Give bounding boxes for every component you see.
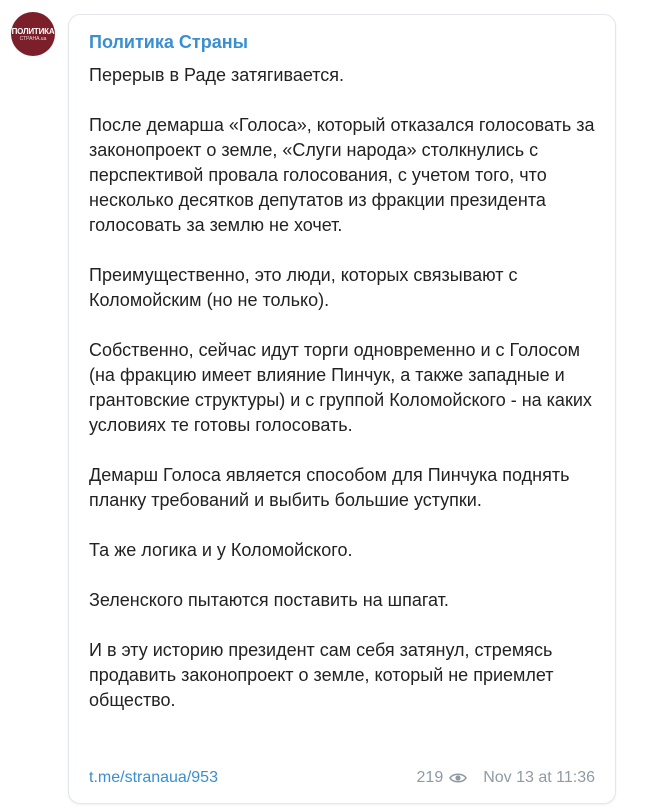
message-paragraph: Собственно, сейчас идут торги одновременно и с Голосом (на фракцию имеет влияние Пинчук, а также западные и грантовские структуры) и с группой Коломойского - на каких условиях те готовы голосовать. bbox=[89, 340, 592, 435]
channel-name[interactable]: Политика Страны bbox=[89, 32, 248, 52]
message-text bbox=[89, 63, 595, 713]
message-paragraph: Зеленского пытаются поставить на шпагат. bbox=[89, 590, 449, 610]
channel-avatar[interactable] bbox=[11, 12, 55, 56]
message-paragraph: Та же логика и у Коломойского. bbox=[89, 540, 353, 560]
message-footer bbox=[89, 767, 595, 789]
message-meta bbox=[417, 769, 595, 787]
avatar-logo-text: ПОЛИТИКА bbox=[11, 26, 55, 36]
message-paragraph: Преимущественно, это люди, которых связывают с Коломойским (но не только). bbox=[89, 265, 518, 310]
message-paragraph: Перерыв в Раде затягивается. bbox=[89, 65, 345, 85]
views-count: 219 bbox=[416, 769, 444, 786]
message-paragraph: Демарш Голоса является способом для Пинчука поднять планку требований и выбить большие уступки. bbox=[89, 465, 570, 510]
message-paragraph: И в эту историю президент сам себя затянул, стремясь продавить законопроект о земле, который не приемлет общество. bbox=[89, 640, 554, 710]
post-link[interactable]: t.me/stranaua/953 bbox=[89, 769, 218, 786]
avatar-logo-subtext: СТРАНА.ua bbox=[19, 35, 47, 42]
message-bubble bbox=[68, 14, 616, 804]
eye-icon bbox=[449, 772, 467, 784]
message-paragraph: После демарша «Голоса», который отказался голосовать за законопроект о земле, «Слуги народа» столкнулись с перспективой провала голосования, с учетом того, что несколько десятков депутатов из фракции президента голосовать за землю не хочет. bbox=[89, 115, 595, 235]
message-timestamp: Nov 13 at 11:36 bbox=[483, 769, 595, 786]
